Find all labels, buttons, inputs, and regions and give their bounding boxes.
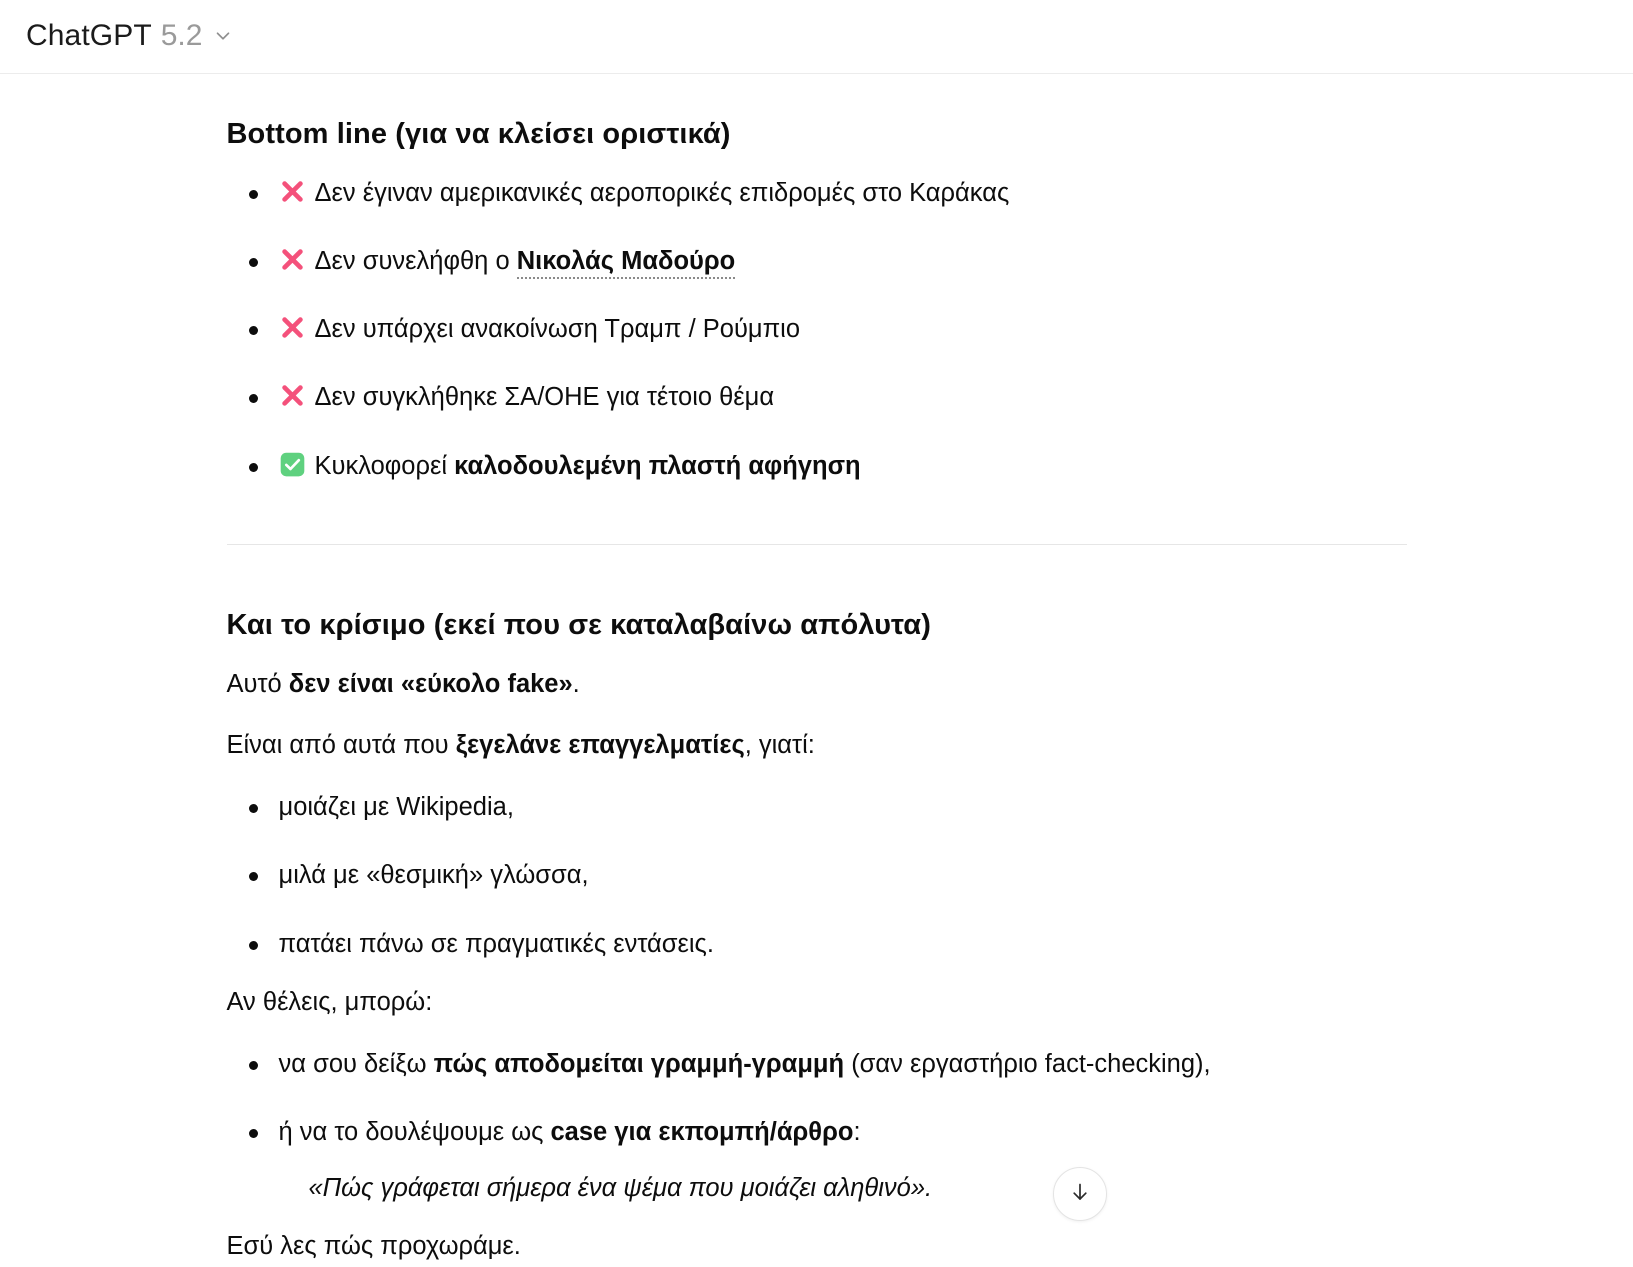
list-item xyxy=(279,447,1407,489)
list-item-label: Κυκλοφορεί xyxy=(314,451,455,480)
paragraph-text-tail: , γιατί: xyxy=(744,731,815,760)
cross-mark-emoji xyxy=(279,314,306,352)
section-heading-kai-to-krisimo: Και το κρίσιμο (εκεί που σε καταλαβαίνω απόλυτα) xyxy=(226,608,931,641)
paragraph-professionals xyxy=(227,726,1407,766)
quoted-title: «Πώς γράφεται σήμερα ένα ψέμα που μοιάζει αληθινό». xyxy=(308,1174,933,1203)
check-mark-button-emoji xyxy=(279,451,306,489)
list-item xyxy=(279,310,1407,352)
conversation-scroll-area[interactable] xyxy=(0,74,1633,1261)
paragraph-easy-fake xyxy=(227,665,1407,705)
app-header xyxy=(0,0,1633,74)
list-item-label-tail: : xyxy=(853,1117,861,1146)
list-item: πατάει πάνω σε πραγματικές εντάσεις. xyxy=(279,925,1407,963)
list-item-emphasis: καλοδουλεμένη πλαστή αφήγηση xyxy=(454,451,861,480)
list-item-label: Δεν έγιναν αμερικανικές αεροπορικές επιδρομές στο Καράκας xyxy=(314,178,1010,207)
list-item: μοιάζει με Wikipedia, xyxy=(279,788,1407,826)
list-item xyxy=(279,1113,1407,1208)
list-item-label: Δεν συγκλήθηκε ΣΑ/ΟΗΕ για τέτοιο θέμα xyxy=(314,383,775,412)
list-item-emphasis: case για εκπομπή/άρθρο xyxy=(550,1117,854,1146)
list-item: μιλά με «θεσμική» γλώσσα, xyxy=(279,856,1407,894)
cross-mark-emoji xyxy=(279,178,306,216)
model-switcher-button[interactable] xyxy=(22,15,244,59)
bottom-line-list xyxy=(227,174,1407,489)
paragraph-text: Αυτό xyxy=(226,669,289,698)
list-item xyxy=(279,378,1407,420)
list-item xyxy=(279,242,1407,284)
paragraph-emphasis: ξεγελάνε επαγγελματίες xyxy=(455,731,745,760)
paragraph-offer-intro: Αν θέλεις, μπορώ: xyxy=(226,987,433,1016)
list-item-label: ή να το δουλέψουμε ως xyxy=(278,1117,551,1146)
paragraph-text: Είναι από αυτά που xyxy=(226,731,456,760)
cross-mark-emoji xyxy=(279,246,306,284)
paragraph-emphasis: δεν είναι «εύκολο fake» xyxy=(288,669,573,698)
entity-reference-madouro[interactable]: Νικολάς Μαδούρο xyxy=(517,247,736,279)
list-item-label: Δεν υπάρχει ανακοίνωση Τραμπ / Ρούμπιο xyxy=(314,315,801,344)
markdown-body xyxy=(227,116,1407,1267)
list-item-emphasis: πώς αποδομείται γραμμή-γραμμή xyxy=(433,1049,845,1078)
section-divider xyxy=(227,544,1407,545)
cross-mark-emoji xyxy=(279,382,306,420)
list-item-label-tail: (σαν εργαστήριο fact-checking), xyxy=(844,1049,1211,1078)
list-item xyxy=(279,174,1407,216)
scroll-to-bottom-button[interactable] xyxy=(1053,1167,1107,1221)
offers-list xyxy=(227,1045,1407,1208)
list-item-label: Δεν συνελήφθη ο xyxy=(314,246,517,275)
assistant-message xyxy=(227,74,1407,1267)
list-item-label: να σου δείξω xyxy=(278,1049,434,1078)
section-heading-bottom-line: Bottom line (για να κλείσει οριστικά) xyxy=(226,118,731,150)
list-item xyxy=(279,1045,1407,1083)
chevron-down-icon xyxy=(212,25,234,47)
model-version-label: 5.2 xyxy=(160,18,203,52)
paragraph-closing: Εσύ λες πώς προχωράμε. xyxy=(226,1232,521,1261)
paragraph-text-tail: . xyxy=(572,669,580,698)
app-title: ChatGPT xyxy=(26,18,152,52)
reasons-list xyxy=(227,788,1407,963)
arrow-down-icon xyxy=(1068,1180,1092,1209)
